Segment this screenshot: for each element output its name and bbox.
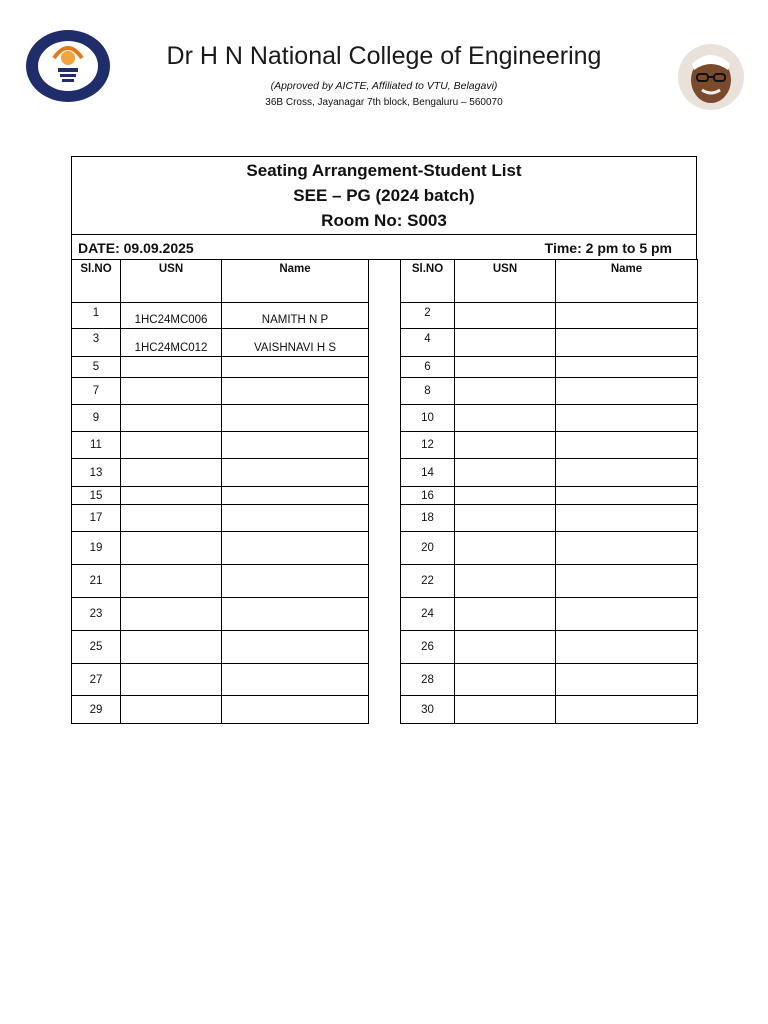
- usn-cell: [121, 631, 222, 664]
- slno-cell: 10: [401, 405, 455, 432]
- usn-cell: [455, 432, 556, 459]
- table-row: [72, 459, 369, 487]
- right-seating-table: [400, 259, 698, 724]
- name-cell: [222, 696, 369, 724]
- table-row: [401, 432, 698, 459]
- slno-cell: 27: [72, 664, 121, 696]
- table-row: [72, 357, 369, 378]
- left-header-row: [72, 260, 369, 303]
- table-row: [401, 532, 698, 565]
- slno-cell: 1: [72, 303, 121, 329]
- date-time-row: [72, 235, 696, 261]
- left-seating-table: [71, 259, 369, 724]
- slno-cell: 14: [401, 459, 455, 487]
- usn-cell: [455, 329, 556, 357]
- approval-text: (Approved by AICTE, Affiliated to VTU, Belagavi): [270, 80, 498, 92]
- college-name: Dr H N National College of Engineering: [166, 42, 602, 70]
- slno-cell: 11: [72, 432, 121, 459]
- usn-cell: 1HC24MC012: [121, 329, 222, 357]
- usn-cell: [455, 405, 556, 432]
- usn-cell: [455, 565, 556, 598]
- name-cell: [222, 487, 369, 505]
- slno-cell: 15: [72, 487, 121, 505]
- name-cell: [556, 532, 698, 565]
- table-row: [401, 357, 698, 378]
- slno-cell: 13: [72, 459, 121, 487]
- name-cell: [222, 505, 369, 532]
- usn-cell: [455, 487, 556, 505]
- name-cell: [556, 598, 698, 631]
- table-row: [72, 378, 369, 405]
- table-row: [72, 664, 369, 696]
- slno-cell: 9: [72, 405, 121, 432]
- exam-date: DATE: 09.09.2025: [78, 240, 194, 256]
- usn-cell: [455, 598, 556, 631]
- name-cell: [222, 664, 369, 696]
- exam-title: SEE – PG (2024 batch): [293, 186, 475, 205]
- table-row: [72, 487, 369, 505]
- slno-cell: 17: [72, 505, 121, 532]
- name-cell: [222, 459, 369, 487]
- name-cell: VAISHNAVI H S: [222, 329, 369, 357]
- table-row: [72, 329, 369, 357]
- slno-cell: 6: [401, 357, 455, 378]
- usn-cell: [455, 532, 556, 565]
- name-cell: [556, 303, 698, 329]
- slno-cell: 23: [72, 598, 121, 631]
- slno-cell: 18: [401, 505, 455, 532]
- founder-portrait: [678, 44, 744, 110]
- slno-cell: 25: [72, 631, 121, 664]
- table-row: [401, 505, 698, 532]
- exam-time: Time: 2 pm to 5 pm: [544, 240, 672, 256]
- college-logo: [24, 28, 112, 104]
- name-cell: [556, 459, 698, 487]
- name-cell: [556, 565, 698, 598]
- name-cell: [556, 378, 698, 405]
- usn-cell: [121, 532, 222, 565]
- name-cell: [556, 631, 698, 664]
- usn-header: USN: [121, 260, 222, 303]
- table-row: [401, 378, 698, 405]
- slno-header: Sl.NO: [401, 260, 455, 303]
- name-cell: [222, 532, 369, 565]
- usn-cell: [121, 696, 222, 724]
- usn-cell: [455, 696, 556, 724]
- usn-cell: [121, 487, 222, 505]
- slno-cell: 30: [401, 696, 455, 724]
- sheet-title: Seating Arrangement-Student List: [246, 161, 522, 180]
- name-cell: [222, 598, 369, 631]
- name-cell: [222, 357, 369, 378]
- table-row: [401, 459, 698, 487]
- table-row: [401, 565, 698, 598]
- table-row: [401, 664, 698, 696]
- table-row: [72, 598, 369, 631]
- usn-header: USN: [455, 260, 556, 303]
- table-row: [72, 432, 369, 459]
- slno-header: Sl.NO: [72, 260, 121, 303]
- name-cell: [222, 432, 369, 459]
- table-row: [401, 303, 698, 329]
- name-header: Name: [556, 260, 698, 303]
- name-cell: [222, 631, 369, 664]
- name-cell: [556, 487, 698, 505]
- usn-cell: [455, 631, 556, 664]
- table-row: [72, 532, 369, 565]
- sheet-title-block: [72, 157, 696, 235]
- table-row: [401, 696, 698, 724]
- table-row: [401, 405, 698, 432]
- name-cell: [556, 505, 698, 532]
- slno-cell: 29: [72, 696, 121, 724]
- table-row: [72, 303, 369, 329]
- usn-cell: 1HC24MC006: [121, 303, 222, 329]
- slno-cell: 7: [72, 378, 121, 405]
- usn-cell: [121, 459, 222, 487]
- usn-cell: [121, 432, 222, 459]
- right-header-row: [401, 260, 698, 303]
- room-number: Room No: S003: [321, 211, 447, 230]
- usn-cell: [121, 378, 222, 405]
- table-row: [72, 696, 369, 724]
- slno-cell: 20: [401, 532, 455, 565]
- table-row: [72, 565, 369, 598]
- table-row: [401, 598, 698, 631]
- name-header: Name: [222, 260, 369, 303]
- table-row: [72, 631, 369, 664]
- slno-cell: 24: [401, 598, 455, 631]
- slno-cell: 2: [401, 303, 455, 329]
- usn-cell: [455, 303, 556, 329]
- name-cell: [556, 329, 698, 357]
- slno-cell: 21: [72, 565, 121, 598]
- address-text: 36B Cross, Jayanagar 7th block, Bengaluru – 560070: [265, 97, 503, 108]
- slno-cell: 16: [401, 487, 455, 505]
- slno-cell: 5: [72, 357, 121, 378]
- usn-cell: [121, 505, 222, 532]
- usn-cell: [121, 664, 222, 696]
- slno-cell: 4: [401, 329, 455, 357]
- usn-cell: [455, 459, 556, 487]
- usn-cell: [121, 565, 222, 598]
- name-cell: [556, 357, 698, 378]
- usn-cell: [455, 357, 556, 378]
- name-cell: [222, 378, 369, 405]
- name-cell: [222, 405, 369, 432]
- name-cell: NAMITH N P: [222, 303, 369, 329]
- name-cell: [556, 405, 698, 432]
- table-row: [72, 505, 369, 532]
- name-cell: [556, 696, 698, 724]
- usn-cell: [121, 405, 222, 432]
- name-cell: [556, 664, 698, 696]
- slno-cell: 3: [72, 329, 121, 357]
- name-cell: [222, 565, 369, 598]
- slno-cell: 19: [72, 532, 121, 565]
- table-row: [401, 487, 698, 505]
- usn-cell: [455, 378, 556, 405]
- slno-cell: 12: [401, 432, 455, 459]
- slno-cell: 8: [401, 378, 455, 405]
- seating-sheet-header: [71, 156, 697, 260]
- slno-cell: 22: [401, 565, 455, 598]
- usn-cell: [121, 357, 222, 378]
- usn-cell: [455, 505, 556, 532]
- name-cell: [556, 432, 698, 459]
- slno-cell: 28: [401, 664, 455, 696]
- table-row: [72, 405, 369, 432]
- usn-cell: [455, 664, 556, 696]
- table-row: [401, 329, 698, 357]
- table-row: [401, 631, 698, 664]
- usn-cell: [121, 598, 222, 631]
- slno-cell: 26: [401, 631, 455, 664]
